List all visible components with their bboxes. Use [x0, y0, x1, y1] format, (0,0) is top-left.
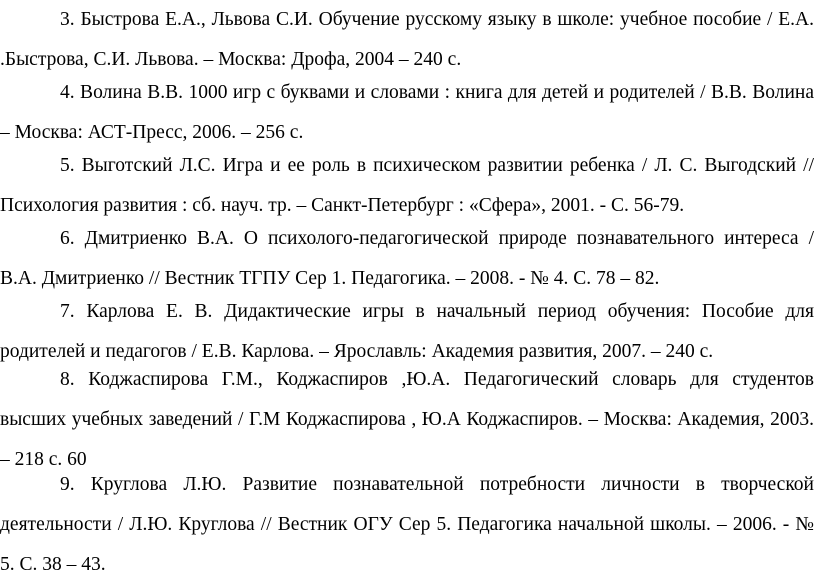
reference-item-9: 9. Круглова Л.Ю. Развитие познавательной потребности личности в творческой деятельности / Л.Ю. Круглова // Вестник ОГУ Сер 5. Педагогика начальной школы. – 2006. - № 5. С. 38 – 43. [0, 474, 814, 575]
reference-item-8: 8. Коджаспирова Г.М., Коджаспиров ,Ю.А. Педагогический словарь для студентов высших учебных заведений / Г.М Коджаспирова , Ю.А Коджаспиров. – Москва: Академия, 2003. – 218 с. 60 [0, 369, 814, 470]
reference-item-4: 4. Волина В.В. 1000 игр с буквами и словами : книга для детей и родителей / В.В. Волина – Москва: АСТ-Пресс, 2006. – 256 с. [0, 82, 814, 143]
reference-item-6: 6. Дмитриенко В.А. О психолого-педагогической природе познавательного интереса / В.А. Дмитриенко // Вестник ТГПУ Сер 1. Педагогика. – 2008. - № 4. С. 78 – 82. [0, 228, 814, 289]
reference-item-3: 3. Быстрова Е.А., Львова С.И. Обучение русскому языку в школе: учебное пособие / Е.А. .Быстрова, С.И. Львова. – Москва: Дрофа, 2004 – 240 с. [0, 9, 814, 70]
reference-item-5: 5. Выготский Л.С. Игра и ее роль в психическом развитии ребенка / Л. С. Выгодский // Психология развития : сб. науч. тр. – Санкт-Петербург : «Сфера», 2001. - С. 56-79. [0, 155, 814, 216]
reference-item-7: 7. Карлова Е. В. Дидактические игры в начальный период обучения: Пособие для родителей и педагогов / Е.В. Карлова. – Ярославль: Академия развития, 2007. – 240 с. [0, 301, 814, 362]
